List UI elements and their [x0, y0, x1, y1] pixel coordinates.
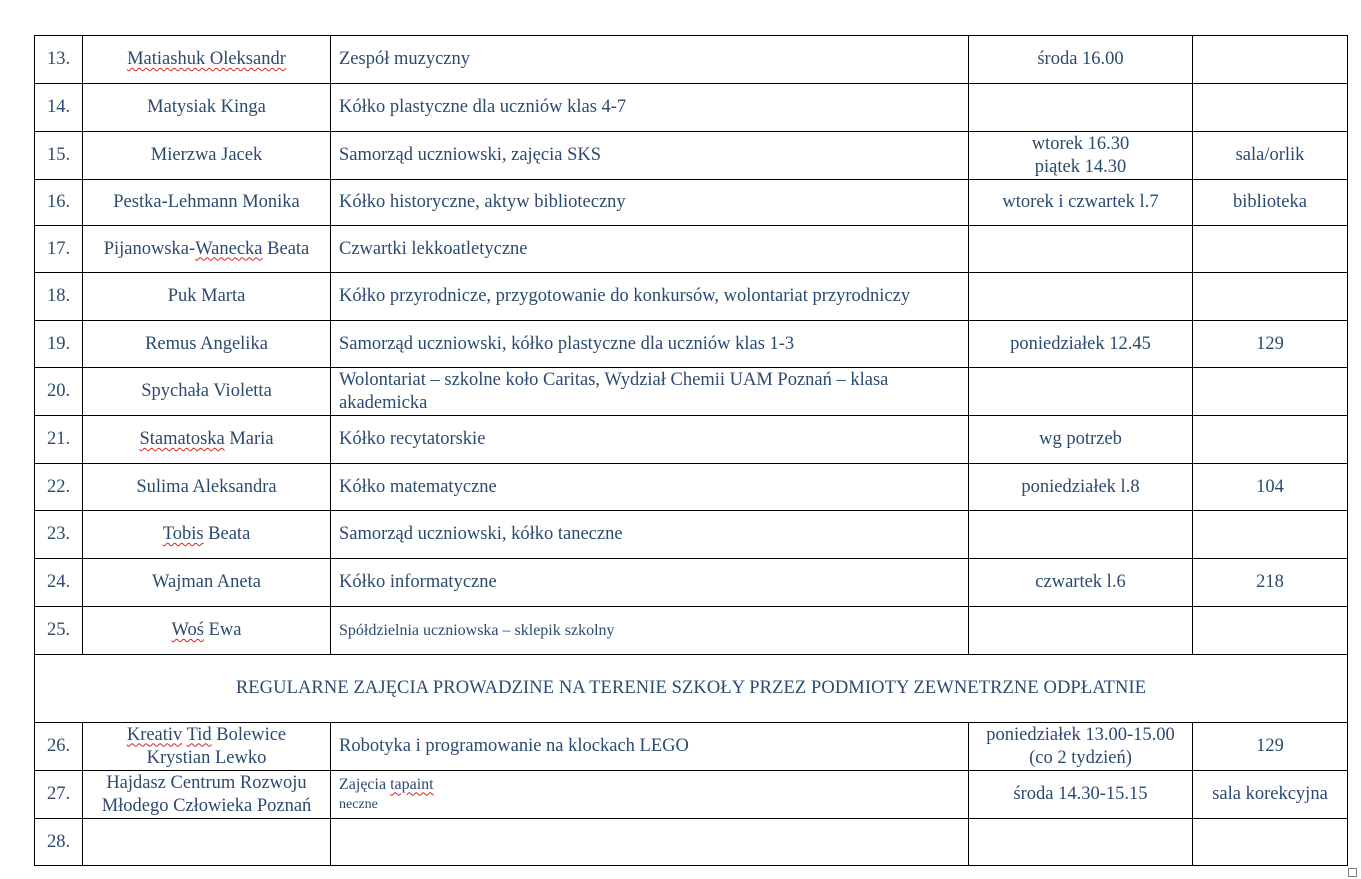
table-row: [35, 84, 1348, 132]
activity: Samorząd uczniowski, kółko plastyczne dla uczniów klas 1-3: [331, 321, 969, 368]
table-row: [35, 464, 1348, 511]
teacher-name: Remus Angelika: [83, 321, 331, 368]
room: 104: [1193, 464, 1348, 511]
schedule: [969, 819, 1193, 866]
table-row: [35, 226, 1348, 273]
row-number: 13.: [35, 36, 83, 84]
teacher-name-part: Maria: [224, 429, 274, 449]
table-row: [35, 607, 1348, 655]
provider-name-line-2: Krystian Lewko: [146, 747, 267, 768]
activity-line-1: Wolontariat – szkolne koło Caritas, Wydział Chemii UAM Poznań – klasa: [339, 369, 889, 390]
schedule: środa 14.30-15.15: [969, 771, 1193, 819]
row-number: 25.: [35, 607, 83, 655]
schedule: środa 16.00: [969, 36, 1193, 84]
provider-name-line-2: Młodego Człowieka Poznań: [101, 795, 312, 816]
row-number: 22.: [35, 464, 83, 511]
table-row: [35, 771, 1348, 819]
section-header-row: [35, 655, 1348, 723]
room: 129: [1193, 723, 1348, 771]
section-header: REGULARNE ZAJĘCIA PROWADZINE NA TERENIE SZKOŁY PRZEZ PODMIOTY ZEWNETRZNE ODPŁATNIE: [35, 655, 1348, 723]
provider-name: [83, 771, 331, 819]
room: sala/orlik: [1193, 132, 1348, 180]
row-number: 28.: [35, 819, 83, 866]
room: [1193, 416, 1348, 464]
teacher-name-part: Woś: [171, 620, 204, 640]
schedule: [969, 84, 1193, 132]
activity: Kółko matematyczne: [331, 464, 969, 511]
teacher-name-part: Wanecka: [195, 238, 263, 259]
room: 218: [1193, 559, 1348, 607]
teacher-name-part: Ewa: [203, 620, 242, 640]
teacher-name-part: Pijanowska-: [103, 238, 196, 259]
room: [1193, 36, 1348, 84]
row-number: 17.: [35, 226, 83, 273]
activity: [331, 771, 969, 819]
provider-name-part: Bolewice: [211, 724, 287, 745]
teacher-name: Sulima Aleksandra: [83, 464, 331, 511]
table-row: [35, 416, 1348, 464]
activities-table: [34, 35, 1348, 866]
teacher-name: Spychała Violetta: [83, 368, 331, 416]
schedule: [969, 607, 1193, 655]
schedule-line-2: (co 2 tydzień): [1029, 747, 1132, 768]
teacher-name: Matysiak Kinga: [83, 84, 331, 132]
schedule: poniedziałek l.8: [969, 464, 1193, 511]
table-row: [35, 180, 1348, 226]
activity: [331, 819, 969, 866]
row-number: 18.: [35, 273, 83, 321]
schedule: wtorek i czwartek l.7: [969, 180, 1193, 226]
teacher-name-part: Beata: [262, 238, 310, 259]
provider-name-line-1: Hajdasz Centrum Rozwoju: [106, 772, 307, 793]
schedule: [969, 273, 1193, 321]
activity: Samorząd uczniowski, zajęcia SKS: [331, 132, 969, 180]
room: [1193, 273, 1348, 321]
teacher-name-text: Matiashuk Oleksandr: [127, 49, 286, 69]
teacher-name: [83, 416, 331, 464]
table-resize-handle[interactable]: [1348, 868, 1357, 877]
table-row: [35, 321, 1348, 368]
teacher-name: Mierzwa Jacek: [83, 132, 331, 180]
schedule: wg potrzeb: [969, 416, 1193, 464]
room: [1193, 511, 1348, 559]
activity: Kółko informatyczne: [331, 559, 969, 607]
schedule: [969, 723, 1193, 771]
row-number: 16.: [35, 180, 83, 226]
teacher-name: [83, 607, 331, 655]
room: [1193, 226, 1348, 273]
provider-name-line-1: [91, 724, 322, 747]
activity: Samorząd uczniowski, kółko taneczne: [331, 511, 969, 559]
activity-line-2: akademicka: [339, 392, 428, 413]
activity: Robotyka i programowanie na klockach LEGO: [331, 723, 969, 771]
activity: Kółko historyczne, aktyw biblioteczny: [331, 180, 969, 226]
provider-name-part: Kreativ: [126, 724, 183, 745]
activity: Spółdzielnia uczniowska – sklepik szkolny: [331, 607, 969, 655]
table-row: [35, 819, 1348, 866]
provider-name: [83, 819, 331, 866]
activity-part: tapaint: [390, 775, 434, 793]
activity-line-1: [339, 775, 960, 795]
row-number: 23.: [35, 511, 83, 559]
row-number: 19.: [35, 321, 83, 368]
activity-part: Zajęcia: [339, 775, 391, 793]
schedule: [969, 511, 1193, 559]
activity: Kółko recytatorskie: [331, 416, 969, 464]
schedule-line-1: wtorek 16.30: [1031, 133, 1130, 154]
teacher-name-part: Stamatoska: [139, 429, 225, 449]
room: 129: [1193, 321, 1348, 368]
table-row: [35, 36, 1348, 84]
provider-name: [83, 723, 331, 771]
activity-line-2: neczne: [339, 796, 378, 812]
teacher-name: Pestka-Lehmann Monika: [83, 180, 331, 226]
schedule: czwartek l.6: [969, 559, 1193, 607]
schedule: [969, 226, 1193, 273]
schedule: [969, 368, 1193, 416]
activity: Czwartki lekkoatletyczne: [331, 226, 969, 273]
activity: Kółko plastyczne dla uczniów klas 4-7: [331, 84, 969, 132]
room: [1193, 819, 1348, 866]
table-row: [35, 368, 1348, 416]
room: [1193, 84, 1348, 132]
schedule: [969, 132, 1193, 180]
schedule-line-2: piątek 14.30: [1034, 156, 1127, 177]
teacher-name: [83, 36, 331, 84]
schedule-line-1: poniedziałek 13.00-15.00: [986, 724, 1175, 745]
teacher-name-part: Beata: [203, 524, 251, 544]
teacher-name: [83, 226, 331, 273]
room: [1193, 368, 1348, 416]
row-number: 14.: [35, 84, 83, 132]
table-row: [35, 132, 1348, 180]
activity: Kółko przyrodnicze, przygotowanie do konkursów, wolontariat przyrodniczy: [331, 273, 969, 321]
provider-name-part: Tid: [186, 724, 212, 745]
row-number: 21.: [35, 416, 83, 464]
teacher-name-part: Tobis: [162, 524, 204, 544]
table-row: [35, 723, 1348, 771]
room: sala korekcyjna: [1193, 771, 1348, 819]
schedule: poniedziałek 12.45: [969, 321, 1193, 368]
row-number: 26.: [35, 723, 83, 771]
activity: Zespół muzyczny: [331, 36, 969, 84]
row-number: 15.: [35, 132, 83, 180]
activity: [331, 368, 969, 416]
teacher-name: [83, 511, 331, 559]
table-row: [35, 559, 1348, 607]
teacher-name: Puk Marta: [83, 273, 331, 321]
row-number: 20.: [35, 368, 83, 416]
row-number: 24.: [35, 559, 83, 607]
row-number: 27.: [35, 771, 83, 819]
table-row: [35, 511, 1348, 559]
teacher-name: Wajman Aneta: [83, 559, 331, 607]
table-row: [35, 273, 1348, 321]
room: [1193, 607, 1348, 655]
room: biblioteka: [1193, 180, 1348, 226]
